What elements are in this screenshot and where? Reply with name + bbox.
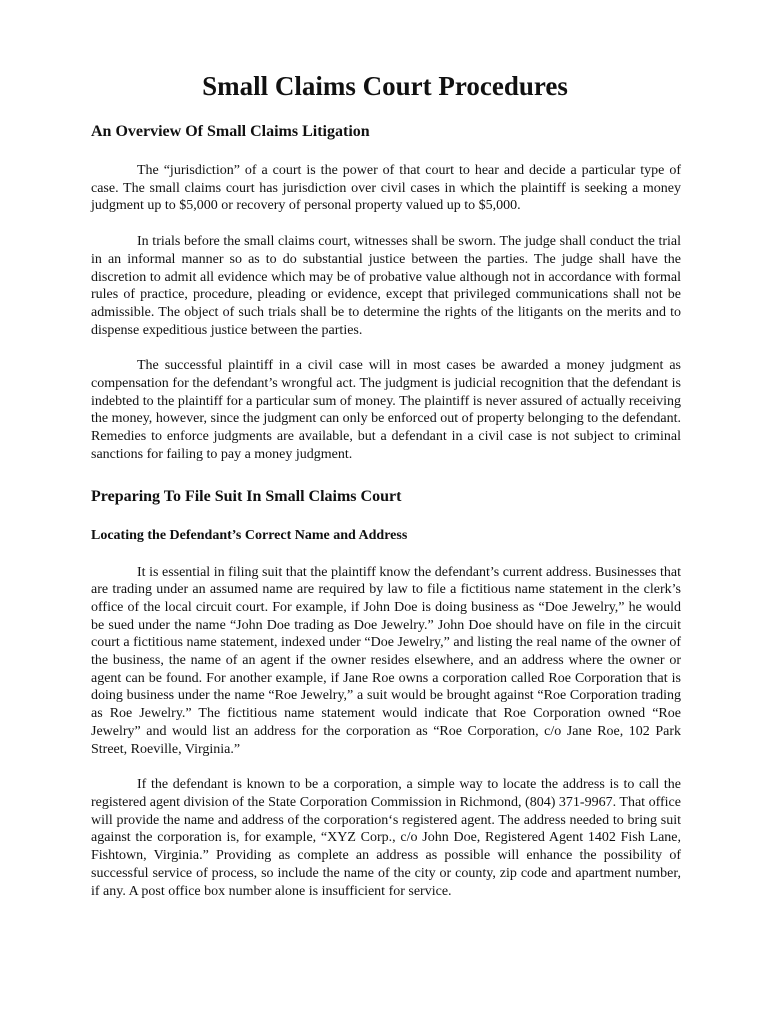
document-body [91, 121, 681, 900]
paragraph-jurisdiction: The “jurisdiction” of a court is the power of that court to hear and decide a particular type of case. The small claims court has jurisdiction over civil cases in which the plaintiff is seeking a money judgment up to $5,000 or recovery of personal property valued up to $5,000. [91, 163, 681, 214]
subsection-heading-locating: Locating the Defendant’s Correct Name and Address [91, 527, 408, 543]
document-title: Small Claims Court Procedures [202, 71, 568, 101]
paragraph-address: It is essential in filing suit that the plaintiff know the defendant’s current address. Businesses that are trading under an assumed name are required by law to file a fictitious name statement in the clerk’s office of the local circuit court. For example, if John Doe is doing business as “Doe Jewelry,” he would be sued under the name “John Doe trading as Doe Jewelry.” John Doe should have on file in the circuit court a fictitious name statement, indexed under “Doe Jewelry,” and listing the real name of the owner of the business, the name of an agent if the owner resides elsewhere, and an address where the owner or agent can be found. For another example, if Jane Roe owns a corporation called Roe Corporation that is doing business under the name “Roe Jewelry,” a suit would be brought against “Roe Corporation trading as Roe Jewelry.” The fictitious name statement would indicate that Roe Corporation owned “Roe Jewelry” and would list an address for the corporation as “Roe Corporation, c/o Jane Roe, 102 Park Street, Roeville, Virginia.” [91, 564, 681, 757]
section-heading-overview: An Overview Of Small Claims Litigation [91, 123, 370, 140]
paragraph-corporation: If the defendant is known to be a corporation, a simple way to locate the address is to call the registered agent division of the State Corporation Commission in Richmond, (804) 371-9967. That office will provide the name and address of the corporation‘s registered agent. The address needed to bring suit against the corporation is, for example, “XYZ Corp., c/o John Doe, Registered Agent 1402 Fish Lane, Fishtown, Virginia.” Providing as complete an address as possible will enhance the possibility of successful service of process, so include the name of the city or county, zip code and apartment number, if any. A post office box number alone is insufficient for service. [91, 777, 681, 899]
paragraph-trials: In trials before the small claims court, witnesses shall be sworn. The judge shall conduct the trial in an informal manner so as to do substantial justice between the parties. The judge shall have the discretion to admit all evidence which may be of probative value although not in accordance with formal rules of practice, procedure, pleading or evidence, except that privileged communications shall not be admissible. The object of such trials shall be to determine the rights of the litigants on the merits and to dispense expeditious justice between the parties. [91, 234, 681, 338]
section-heading-preparing: Preparing To File Suit In Small Claims Court [91, 487, 402, 505]
paragraph-judgment: The successful plaintiff in a civil case will in most cases be awarded a money judgment as compensation for the defendant’s wrongful act. The judgment is judicial recognition that the defendant is indebted to the plaintiff for a particular sum of money. The plaintiff is never assured of actually receiving the money, however, since the judgment can only be enforced out of property belonging to the defendant. Remedies to enforce judgments are available, but a defendant in a civil case is not subject to criminal sanctions for failing to pay a money judgment. [91, 358, 681, 462]
